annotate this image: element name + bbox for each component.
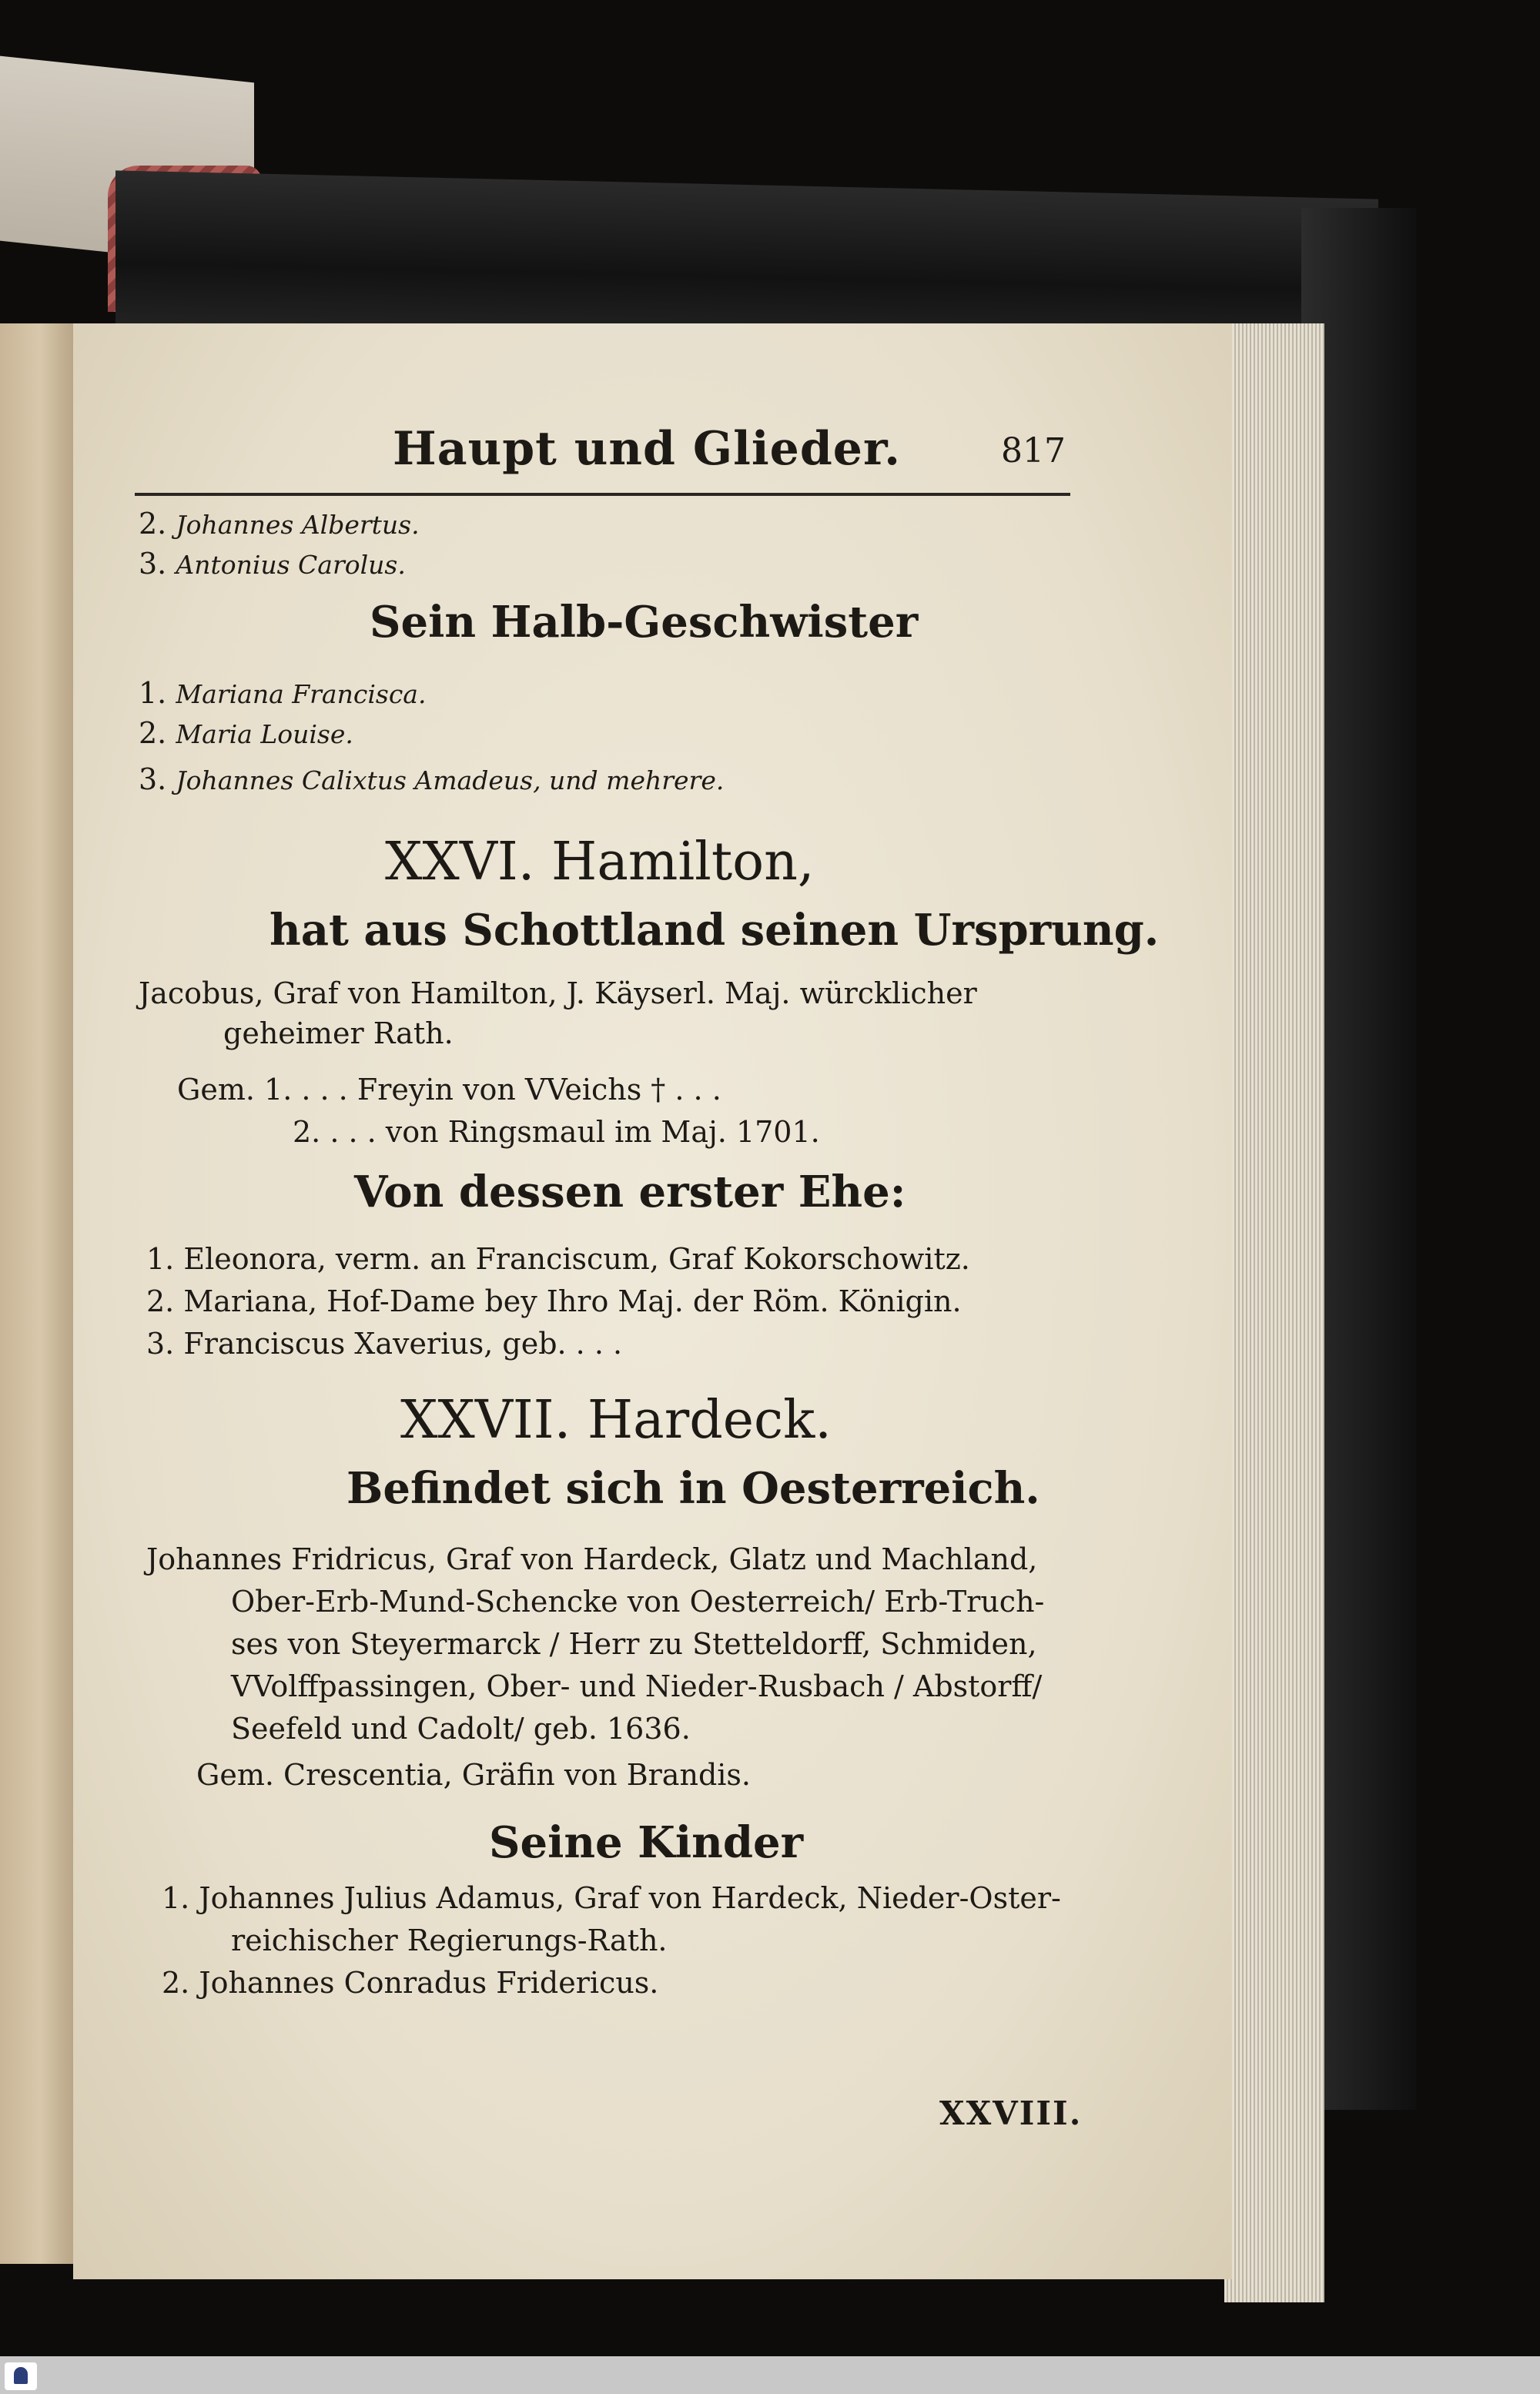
text-line: 2. . . . von Ringsmaul im Maj. 1701. [293, 1115, 820, 1149]
text-line: Gem. 1. . . . Freyin von VVeichs † . . . [177, 1073, 721, 1107]
text-line: Jacobus, Graf von Hamilton, J. Käyserl. Maj. würcklicher [139, 976, 977, 1010]
page-number: 817 [1001, 431, 1066, 470]
text-line: Ober-Erb-Mund-Schencke von Oesterreich/ Erb-Truch- [231, 1585, 1045, 1619]
list-item: 1. Johannes Julius Adamus, Graf von Hardeck, Nieder-Oster- [162, 1881, 1061, 1915]
list-item: 3. Antonius Carolus. [139, 547, 406, 581]
chapter-subtitle: hat aus Schottland seinen Ursprung. [270, 905, 1160, 956]
list-item: 1. Eleonora, verm. an Franciscum, Graf Kokorschowitz. [146, 1242, 970, 1276]
list-item: 3. Johannes Calixtus Amadeus, und mehrere. [139, 762, 725, 796]
section-heading: Von dessen erster Ehe: [354, 1167, 906, 1217]
list-item: 2. Johannes Albertus. [139, 507, 420, 541]
header-rule [135, 493, 1070, 496]
text-line: VVolffpassingen, Ober- und Nieder-Rusbach / Abstorff/ [231, 1669, 1043, 1703]
chapter-subtitle: Befindet sich in Oesterreich. [346, 1463, 1040, 1514]
catchword: XXVIII. [939, 2094, 1083, 2132]
chapter-title: XXVII. Hardeck. [400, 1390, 832, 1451]
list-item: 2. Mariana, Hof-Dame bey Ihro Maj. der Röm. Königin. [146, 1284, 962, 1318]
section-heading: Seine Kinder [489, 1817, 804, 1868]
text-line: geheimer Rath. [223, 1016, 454, 1050]
section-heading: Sein Halb-Geschwister [370, 597, 919, 648]
list-item: 2. Johannes Conradus Fridericus. [162, 1966, 659, 2000]
text-line: Gem. Crescentia, Gräfin von Brandis. [196, 1758, 751, 1792]
list-item: 2. Maria Louise. [139, 716, 353, 750]
text-line: Johannes Fridricus, Graf von Hardeck, Glatz und Machland, [146, 1542, 1038, 1576]
list-item: 1. Mariana Francisca. [139, 676, 427, 710]
running-title: Haupt und Glieder. [393, 422, 901, 476]
viewer-footer-bar [0, 2356, 1540, 2394]
left-page-edge [0, 323, 73, 2264]
text-line: Seefeld und Cadolt/ geb. 1636. [231, 1712, 691, 1746]
text-line: ses von Steyermarck / Herr zu Stetteldorff, Schmiden, [231, 1627, 1037, 1661]
list-item: 3. Franciscus Xaverius, geb. . . . [146, 1327, 623, 1361]
page-edges [1224, 323, 1324, 2302]
list-item: reichischer Regierungs-Rath. [231, 1924, 668, 1957]
chapter-title: XXVI. Hamilton, [385, 832, 815, 892]
library-logo-icon[interactable] [5, 2362, 37, 2390]
